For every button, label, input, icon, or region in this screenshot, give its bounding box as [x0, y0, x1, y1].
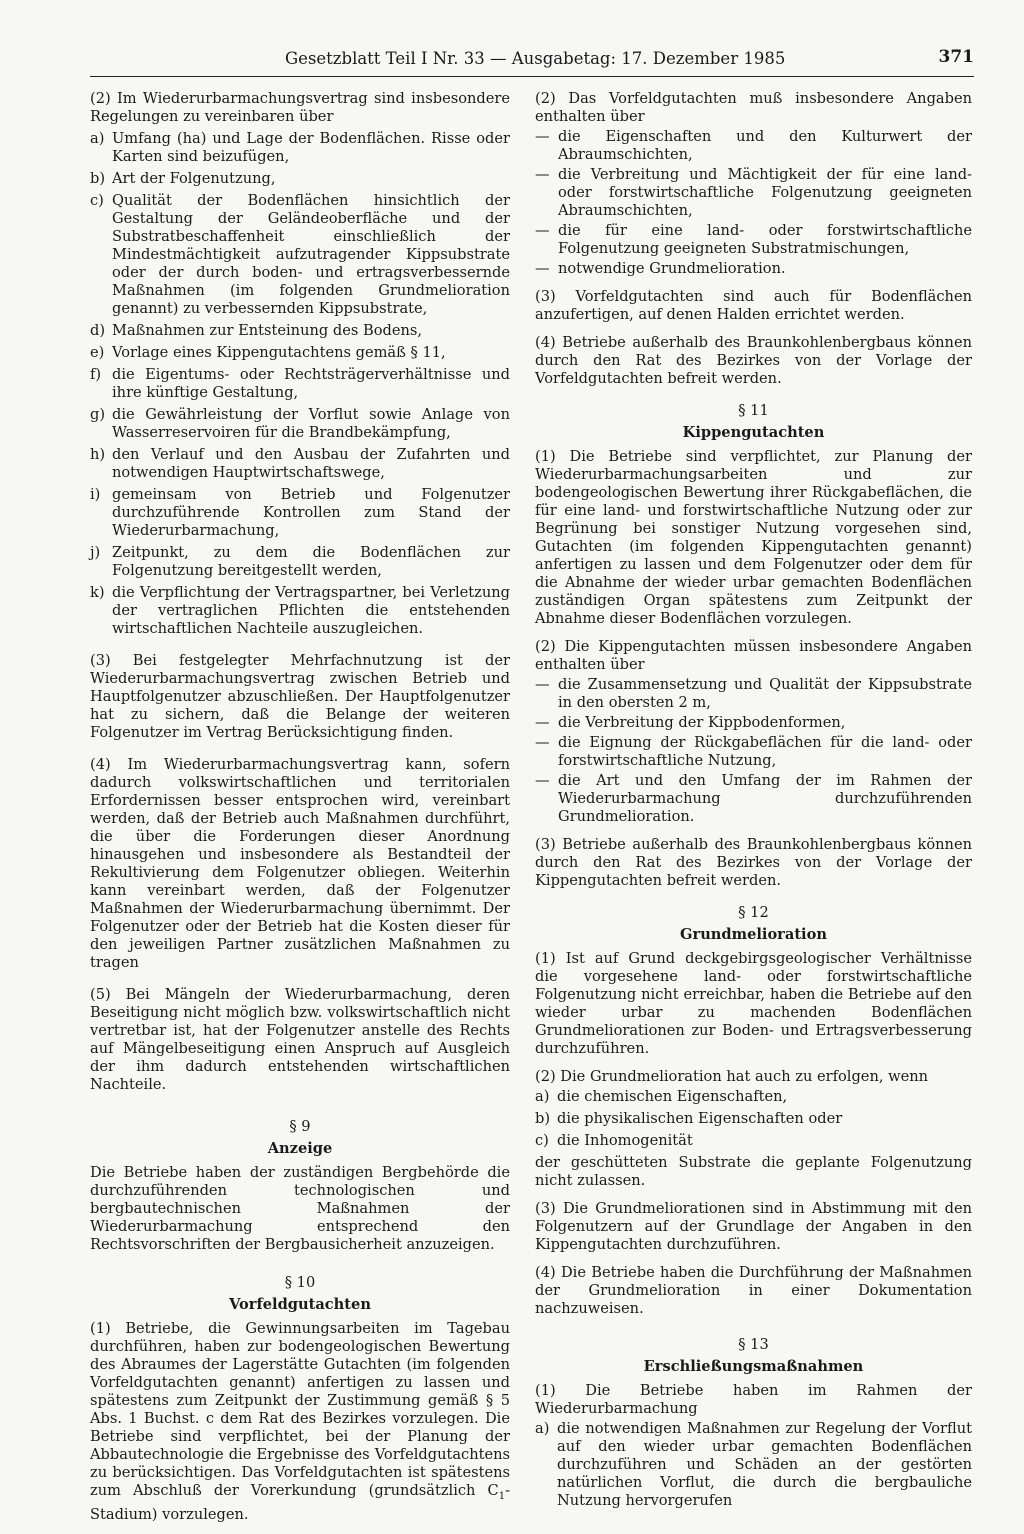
list-marker: i) — [90, 486, 101, 503]
list-item — [535, 128, 972, 164]
list-text: Maßnahmen zur Entsteinung des Bodens, — [112, 322, 422, 339]
section-12-paragraph-4: (4) Die Betriebe haben die Durchführung der Maßnahmen der Grundmelioration in einer Dokumentation nachzuweisen. — [535, 1264, 972, 1317]
list-text: Umfang (ha) und Lage der Bodenflächen. Risse oder Karten sind beizufügen, — [112, 130, 510, 165]
section-10-title: Vorfeldgutachten — [229, 1296, 371, 1313]
section-10-paragraph-2-intro: (2) Das Vorfeldgutachten muß insbesondere Angaben enthalten über — [535, 90, 972, 125]
list-marker: h) — [90, 446, 106, 463]
section-12-title: Grundmelioration — [680, 926, 827, 943]
list-item — [535, 1132, 972, 1150]
list-marker: d) — [90, 322, 106, 339]
section-11-paragraph-1: (1) Die Betriebe sind verpflichtet, zur Planung der Wiederurbarmachungsarbeiten und zur bodengeologischen Bewertung ihrer Rückgabeflächen, die für eine land- und forstwirtschaftliche Nutzung oder zur Begrünung bei sonstiger Nutzung vorgesehen sind, Gutachten (im folgenden Kippengutachten genannt) anfertigen zu lassen und dem Folgenutzer oder dem für die Abnahme der wieder urbar gemachten Bodenflächen zuständigen Organ spätestens zum Zeitpunkt der Abnahme dieser Bodenflächen vorzulegen. — [535, 448, 972, 627]
dash-marker: — — [535, 222, 550, 239]
list-marker: c) — [90, 192, 104, 209]
list-11-2 — [535, 676, 972, 826]
list-text: gemeinsam von Betrieb und Folgenutzer durchzuführende Kontrollen zum Stand der Wiederurbarmachung, — [112, 486, 510, 539]
section-10-p1-text: (1) Betriebe, die Gewinnungsarbeiten im Tagebau durchführen, haben zur bodengeologischen Bewertung des Abraumes der Lagerstätte Gutachten (im folgenden Vorfeldgutachten genannt) anfertigen zu lassen und spätestens zum Zeitpunkt der Zustimmung gemäß § 5 Abs. 1 Buchst. c dem Rat des Bezirkes vorzulegen. Die Betriebe sind verpflichtet, bei der Planung der Abbautechnologie die Ergebnisse des Vorfeldgutachtens zu berücksichtigen. Das Vorfeldgutachten ist spätestens zum Abschluß der Vorerkundung (grundsätzlich C — [90, 1320, 510, 1499]
paragraph-8-4: (4) Im Wiederurbarmachungsvertrag kann, sofern dadurch volkswirtschaftlichen und territorialen Erfordernissen besser entsprochen wird, vereinbart werden, daß der Betrieb auch Maßnahmen durchführt, die über die Forderungen dieser Anordnung hinausgehen und insbesondere als Bestandteil der Rekultivierung dem Folgenutzer obliegen. Weiterhin kann vereinbart werden, daß der Folgenutzer Maßnahmen der Wiederurbarmachung übernimmt. Der Folgenutzer oder der Betrieb hat die Kosten dieser für den jeweiligen Partner zusätzlichen Maßnahmen zu tragen — [90, 756, 510, 971]
list-item — [535, 1088, 972, 1106]
list-marker: c) — [535, 1132, 549, 1149]
list-marker: k) — [90, 584, 105, 601]
section-10-paragraph-3: (3) Vorfeldgutachten sind auch für Bodenflächen anzufertigen, auf denen Halden errichtet werden. — [535, 288, 972, 323]
list-item — [90, 170, 510, 188]
dash-marker: — — [535, 734, 550, 751]
section-13-title: Erschließungsmaßnahmen — [643, 1358, 864, 1375]
dash-marker: — — [535, 714, 550, 731]
section-9-number: § 9 — [289, 1118, 311, 1135]
list-item — [535, 714, 972, 732]
section-12-paragraph-2-tail: der geschütteten Substrate die geplante Folgenutzung nicht zulassen. — [535, 1154, 972, 1189]
list-item — [535, 166, 972, 220]
paragraph-8-2-intro: (2) Im Wiederurbarmachungsvertrag sind insbesondere Regelungen zu vereinbaren über — [90, 90, 510, 125]
list-item — [90, 446, 510, 482]
list-text: die Eignung der Rückgabeflächen für die land- oder forstwirtschaftliche Nutzung, — [558, 734, 972, 769]
paragraph-8-5: (5) Bei Mängeln der Wiederurbarmachung, deren Beseitigung nicht möglich bzw. volkswirtschaftlich nicht vertretbar ist, hat der Folgenutzer anstelle des Rechts auf Mängelbeseitigung einen Anspruch auf Ausgleich der ihm dadurch entstehenden wirtschaftlichen Nachteile. — [90, 986, 510, 1093]
list-item — [90, 130, 510, 166]
dash-marker: — — [535, 166, 550, 183]
list-item — [535, 1420, 972, 1510]
section-10-paragraph-1 — [90, 1320, 510, 1524]
list-text: die notwendigen Maßnahmen zur Regelung der Vorflut auf den wieder urbar gemachten Bodenflächen durchzuführen und Schäden an der gestörten natürlichen Vorflut, die durch die bergbauliche Nutzung hervorgerufen — [557, 1420, 972, 1509]
section-10-number: § 10 — [284, 1274, 316, 1291]
list-item — [535, 222, 972, 258]
page-header — [90, 46, 974, 77]
list-text: die Zusammensetzung und Qualität der Kippsubstrate in den obersten 2 m, — [558, 676, 972, 711]
list-marker: f) — [90, 366, 102, 383]
list-marker: a) — [535, 1088, 550, 1105]
dash-marker: — — [535, 676, 550, 693]
list-marker: b) — [90, 170, 106, 187]
list-text: Vorlage eines Kippengutachtens gemäß § 11, — [112, 344, 446, 361]
list-text: Zeitpunkt, zu dem die Bodenflächen zur Folgenutzung bereitgestellt werden, — [112, 544, 510, 579]
list-item — [90, 322, 510, 340]
section-11-paragraph-2-intro: (2) Die Kippengutachten müssen insbesondere Angaben enthalten über — [535, 638, 972, 673]
list-item — [535, 260, 972, 278]
list-text: notwendige Grundmelioration. — [558, 260, 786, 277]
section-11-paragraph-3: (3) Betriebe außerhalb des Braunkohlenbergbaus können durch den Rat des Bezirkes von der Vorlage der Kippengutachten befreit werden. — [535, 836, 972, 889]
list-marker: j) — [90, 544, 101, 561]
page-number: 371 — [938, 47, 974, 67]
list-item — [90, 192, 510, 318]
list-item — [90, 406, 510, 442]
section-12-paragraph-1: (1) Ist auf Grund deckgebirgsgeologischer Verhältnisse die vorgesehene land- oder forstwirtschaftliche Folgenutzung nicht erreichbar, haben die Betriebe auf den wieder urbar zu machenden Bodenflächen Grundmeliorationen zur Boden- und Ertragsverbesserung durchzuführen. — [535, 950, 972, 1057]
dash-marker: — — [535, 260, 550, 277]
list-text: die Verbreitung und Mächtigkeit der für eine land- oder forstwirtschaftliche Folgenutzung geeigneten Abraumschichten, — [558, 166, 972, 219]
list-text: die Eigenschaften und den Kulturwert der Abraumschichten, — [558, 128, 972, 163]
list-item — [90, 584, 510, 638]
subscript: 1 — [498, 1490, 506, 1502]
list-marker: g) — [90, 406, 106, 423]
list-item — [535, 734, 972, 770]
list-10-2 — [535, 128, 972, 278]
list-item — [535, 1110, 972, 1128]
section-11-title: Kippengutachten — [682, 424, 825, 441]
section-12-number: § 12 — [738, 904, 769, 921]
list-item — [90, 366, 510, 402]
list-marker: b) — [535, 1110, 551, 1127]
list-marker: e) — [90, 344, 105, 361]
list-item — [90, 544, 510, 580]
section-13-paragraph-1-intro: (1) Die Betriebe haben im Rahmen der Wiederurbarmachung — [535, 1382, 972, 1417]
section-12-paragraph-3: (3) Die Grundmeliorationen sind in Abstimmung mit den Folgenutzern auf der Grundlage der Angaben in den Kippengutachten durchzuführen. — [535, 1200, 972, 1253]
list-13-1 — [535, 1420, 972, 1510]
list-text: Qualität der Bodenflächen hinsichtlich der Gestaltung der Geländeoberfläche und der Substratbeschaffenheit einschließlich der Mindestmächtigkeit aufzutragender Kippsubstrate oder der durch boden- und ertragsverbessernde Maßnahmen (im folgenden Grundmelioration genannt) zu verbessernden Kippsubstrate, — [112, 192, 510, 317]
section-10-paragraph-4: (4) Betriebe außerhalb des Braunkohlenbergbaus können durch den Rat des Bezirkes von der Vorlage der Vorfeldgutachten befreit werden. — [535, 334, 972, 387]
list-text: den Verlauf und den Ausbau der Zufahrten und notwendigen Hauptwirtschaftswege, — [112, 446, 510, 481]
list-item — [535, 772, 972, 826]
list-12-2 — [535, 1088, 972, 1150]
list-text: die Inhomogenität — [557, 1132, 693, 1149]
section-9-title: Anzeige — [267, 1140, 333, 1157]
list-text: die Gewährleistung der Vorflut sowie Anlage von Wasserreservoiren für die Brandbekämpfung, — [112, 406, 510, 441]
section-11-number: § 11 — [738, 402, 769, 419]
section-9-text: Die Betriebe haben der zuständigen Bergbehörde die durchzuführenden technologischen und bergbautechnischen Maßnahmen der Wiederurbarmachung entsprechend den Rechtsvorschriften der Bergbausicherheit anzuzeigen. — [90, 1164, 510, 1253]
list-item — [90, 344, 510, 362]
list-text: die Eigentums- oder Rechtsträgerverhältnisse und ihre künftige Gestaltung, — [112, 366, 510, 401]
header-title: Gesetzblatt Teil I Nr. 33 — Ausgabetag: 17. Dezember 1985 — [285, 49, 786, 68]
list-marker: a) — [535, 1420, 550, 1437]
list-text: die physikalischen Eigenschaften oder — [557, 1110, 843, 1127]
list-item — [90, 486, 510, 540]
list-marker: a) — [90, 130, 105, 147]
dash-marker: — — [535, 128, 550, 145]
list-text: die chemischen Eigenschaften, — [557, 1088, 788, 1105]
list-text: Art der Folgenutzung, — [112, 170, 276, 187]
paragraph-8-3: (3) Bei festgelegter Mehrfachnutzung ist der Wiederurbarmachungsvertrag zwischen Betrieb und Hauptfolgenutzer abzuschließen. Der Hauptfolgenutzer hat zu sichern, daß die Belange der weiteren Folgenutzer im Vertrag Berücksichtigung finden. — [90, 652, 510, 741]
list-8-2 — [90, 130, 510, 638]
right-column — [535, 90, 972, 1520]
list-text: die Art und den Umfang der im Rahmen der Wiederurbarmachung durchzuführenden Grundmelioration. — [558, 772, 972, 825]
left-column — [90, 90, 510, 1534]
dash-marker: — — [535, 772, 550, 789]
list-item — [535, 676, 972, 712]
list-text: die Verbreitung der Kippbodenformen, — [558, 714, 846, 731]
list-text: die Verpflichtung der Vertragspartner, bei Verletzung der vertraglichen Pflichten die entstehenden wirtschaftlichen Nachteile auszugleichen. — [112, 584, 510, 637]
section-10-p1-text-end: -Stadium) vorzulegen. — [90, 1482, 510, 1523]
section-12-paragraph-2-intro: (2) Die Grundmelioration hat auch zu erfolgen, wenn — [535, 1068, 929, 1085]
section-13-number: § 13 — [738, 1336, 769, 1353]
list-text: die für eine land- oder forstwirtschaftliche Folgenutzung geeigneten Substratmischungen, — [558, 222, 972, 257]
